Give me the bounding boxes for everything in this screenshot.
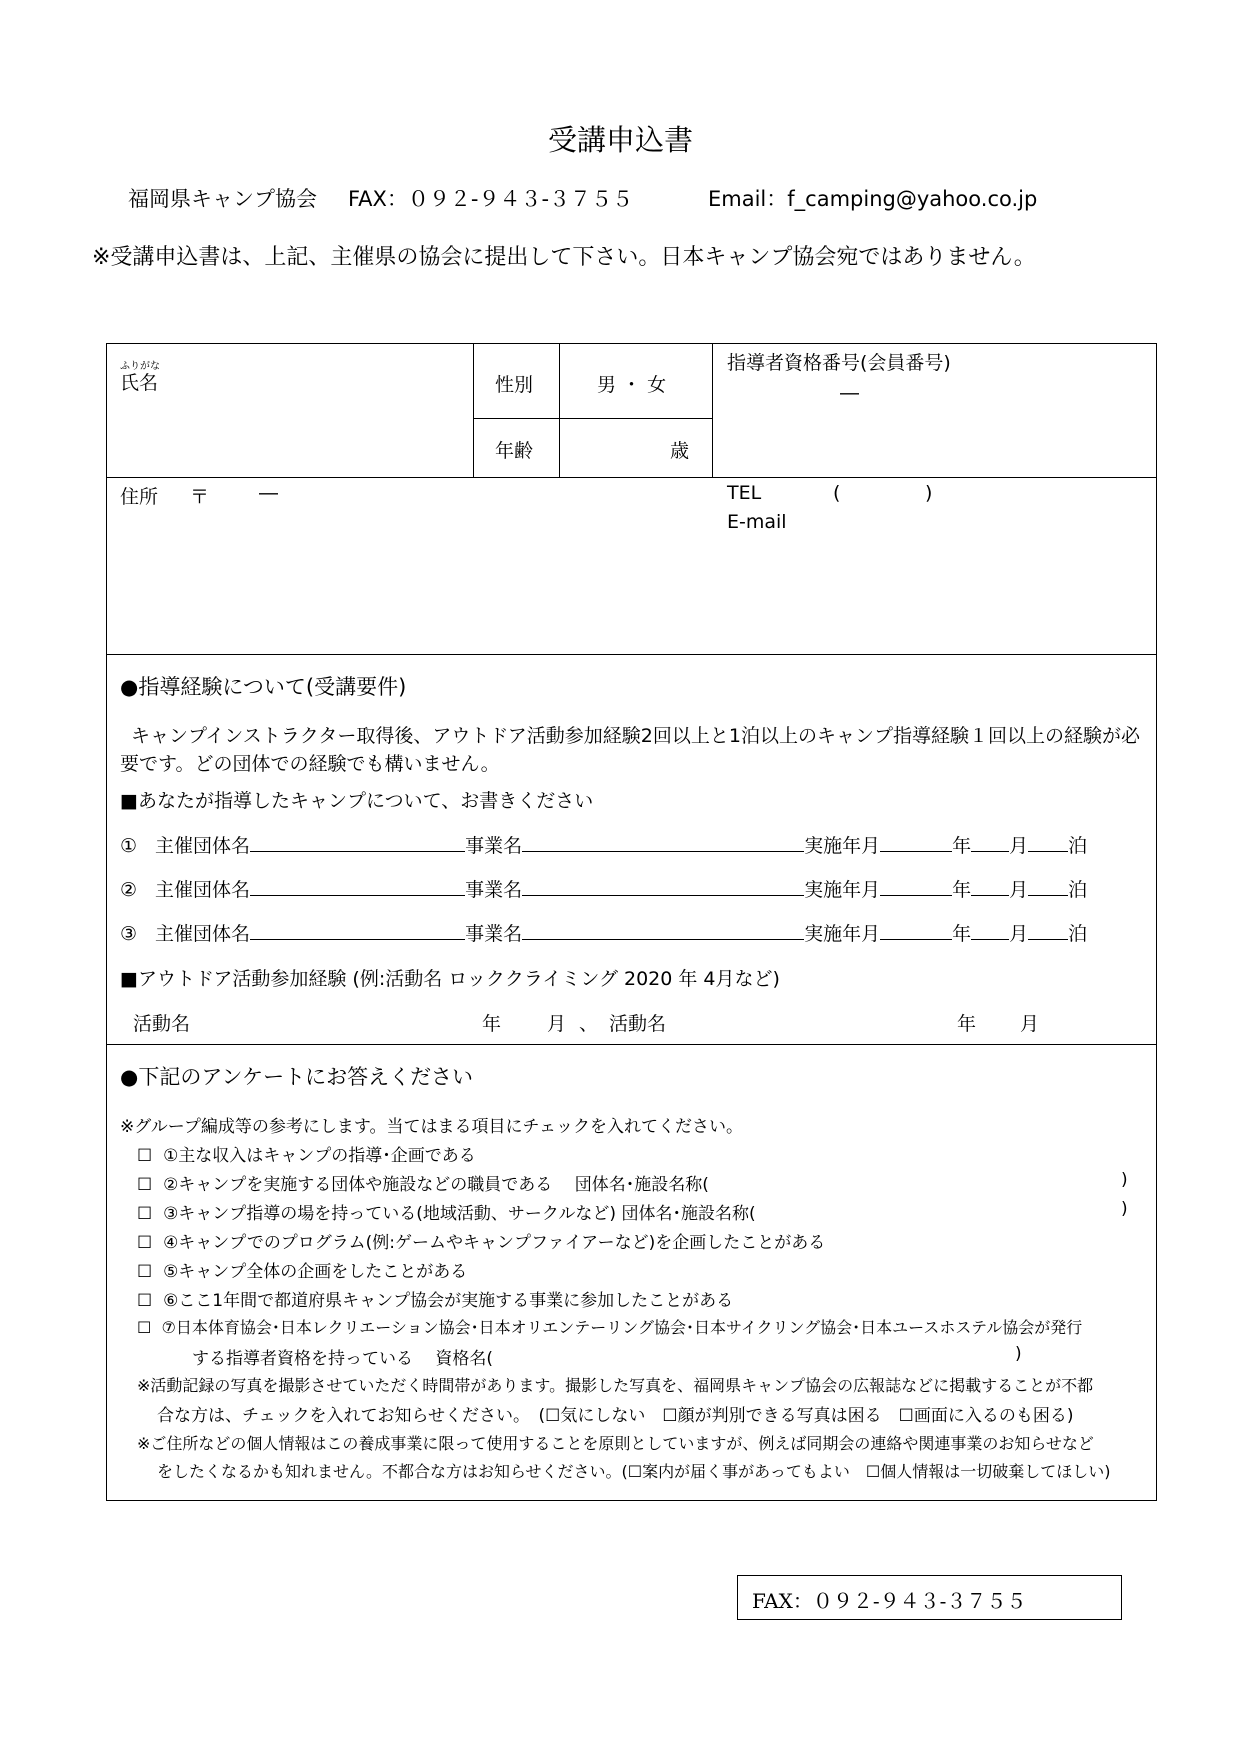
submission-notice: ※受講申込書は、上記、主催県の協会に提出して下さい。日本キャンプ協会宛ではありません。 bbox=[92, 245, 1036, 270]
divider bbox=[473, 418, 712, 419]
license-dash: ― bbox=[840, 382, 859, 404]
survey-item bbox=[137, 1228, 825, 1253]
survey-item-label: ②キャンプを実施する団体や施設などの職員である 団体名･施設名称( bbox=[163, 1175, 709, 1195]
activity-month-label: 月 bbox=[547, 1013, 567, 1035]
survey-item bbox=[137, 1170, 709, 1195]
checkbox[interactable]: ☐ bbox=[137, 1233, 153, 1253]
checkbox[interactable]: ☐ bbox=[137, 1146, 153, 1166]
checkbox[interactable]: ☐ bbox=[137, 1262, 153, 1282]
survey-item bbox=[137, 1257, 467, 1282]
privacy-note: をしたくなるかも知れません。不都合な方はお知らせください。(☐案内が届く事があってもよい ☐個人情報は一切破棄してほしい) bbox=[157, 1462, 1111, 1481]
survey-item-close: ) bbox=[1015, 1344, 1022, 1364]
activity-separator: 、 bbox=[579, 1013, 599, 1035]
survey-heading: ●下記のアンケートにお答えください bbox=[120, 1065, 474, 1089]
year-field[interactable] bbox=[880, 921, 952, 940]
divider bbox=[473, 344, 474, 477]
nights-unit: 泊 bbox=[1068, 923, 1088, 945]
survey-item-close: ) bbox=[1121, 1199, 1128, 1219]
nights-field[interactable] bbox=[1028, 877, 1068, 896]
activity-year-label-2: 年 bbox=[957, 1013, 977, 1035]
year-unit: 年 bbox=[952, 923, 972, 945]
nights-unit: 泊 bbox=[1068, 879, 1088, 901]
survey-item bbox=[137, 1286, 733, 1311]
activity-label: 活動名 bbox=[133, 1013, 191, 1035]
furigana-label: ふりがな bbox=[120, 361, 160, 372]
page-title: 受講申込書 bbox=[547, 123, 693, 157]
outdoor-heading: ■アウトドア活動参加経験 (例:活動名 ロッククライミング 2020 年 4月など) bbox=[120, 968, 780, 990]
checkbox[interactable]: ☐ bbox=[137, 1291, 153, 1311]
photo-note: 合な方は、チェックを入れてお知らせください。 (☐気にしない ☐顔が判別できる写真は困る ☐画面に入るのも困る) bbox=[157, 1406, 1074, 1426]
tel-label: TEL bbox=[727, 482, 762, 504]
date-label: 実施年月 bbox=[804, 879, 881, 901]
project-label: 事業名 bbox=[465, 923, 523, 945]
email-label: E-mail bbox=[727, 511, 787, 533]
camp-row bbox=[120, 919, 1087, 946]
project-field[interactable] bbox=[522, 921, 804, 940]
divider bbox=[107, 654, 1156, 655]
association-name: 福岡県キャンプ協会 bbox=[128, 187, 317, 211]
month-field[interactable] bbox=[971, 877, 1009, 896]
camp-row bbox=[120, 875, 1087, 902]
gender-options[interactable]: 男 ・ 女 bbox=[597, 374, 667, 396]
photo-note: ※活動記録の写真を撮影させていただく時間帯があります。撮影した写真を、福岡県キャンプ協会の広報誌などに掲載することが不都 bbox=[137, 1376, 1094, 1395]
month-field[interactable] bbox=[971, 921, 1009, 940]
survey-item-label: ⑤キャンプ全体の企画をしたことがある bbox=[163, 1262, 468, 1282]
age-label: 年齢 bbox=[495, 440, 534, 462]
survey-item-label: ⑦日本体育協会･日本レクリエーション協会･日本オリエンテーリング協会･日本サイクリング協会･日本ユースホステル協会が発行 bbox=[161, 1318, 1083, 1337]
organizer-label: 主催団体名 bbox=[155, 879, 251, 901]
survey-item-label: ①主な収入はキャンプの指導･企画である bbox=[163, 1146, 476, 1166]
survey-item-label: ④キャンプでのプログラム(例:ゲームやキャンプファイアーなど)を企画したことがある bbox=[163, 1233, 826, 1253]
license-number-label: 指導者資格番号(会員番号) bbox=[727, 352, 951, 374]
name-label: 氏名 bbox=[120, 372, 159, 394]
month-field[interactable] bbox=[971, 833, 1009, 852]
month-unit: 月 bbox=[1009, 923, 1029, 945]
experience-description: キャンプインストラクター取得後、アウトドア活動参加経験2回以上と1泊以上のキャンプ指導経験１回以上の経験が必 bbox=[131, 725, 1140, 747]
checkbox[interactable]: ☐ bbox=[137, 1318, 152, 1337]
organizer-field[interactable] bbox=[250, 833, 465, 852]
postal-mark: 〒 bbox=[190, 486, 210, 508]
address-label: 住所 bbox=[120, 486, 159, 508]
organizer-label: 主催団体名 bbox=[155, 835, 251, 857]
activity-month-label-2: 月 bbox=[1020, 1013, 1040, 1035]
organizer-field[interactable] bbox=[250, 921, 465, 940]
year-unit: 年 bbox=[952, 879, 972, 901]
footer-fax-box bbox=[737, 1575, 1122, 1620]
nights-unit: 泊 bbox=[1068, 835, 1088, 857]
year-field[interactable] bbox=[880, 833, 952, 852]
survey-item bbox=[137, 1141, 476, 1166]
email-address: Email：f_camping@yahoo.co.jp bbox=[708, 187, 1038, 211]
survey-item bbox=[137, 1199, 756, 1224]
row-number: ③ bbox=[120, 923, 138, 945]
row-number: ① bbox=[120, 835, 138, 857]
survey-intro: ※グループ編成等の参考にします。当てはまる項目にチェックを入れてください。 bbox=[120, 1117, 744, 1137]
row-number: ② bbox=[120, 879, 138, 901]
activity-year-label: 年 bbox=[482, 1013, 502, 1035]
tel-paren-close: ) bbox=[925, 482, 933, 504]
checkbox[interactable]: ☐ bbox=[137, 1175, 153, 1195]
survey-item bbox=[137, 1315, 1082, 1338]
survey-item-label: ③キャンプ指導の場を持っている(地域活動、サークルなど) 団体名･施設名称( bbox=[163, 1204, 756, 1224]
project-field[interactable] bbox=[522, 833, 804, 852]
application-form bbox=[106, 343, 1157, 1501]
experience-heading: ●指導経験について(受講要件) bbox=[120, 675, 407, 699]
footer-fax-number: FAX：０９２-９４３-３７５５ bbox=[752, 1589, 1027, 1613]
postal-dash: ― bbox=[259, 482, 278, 504]
date-label: 実施年月 bbox=[804, 923, 881, 945]
experience-description: 要です。どの団体での経験でも構いません。 bbox=[120, 753, 500, 775]
month-unit: 月 bbox=[1009, 879, 1029, 901]
camp-row bbox=[120, 831, 1087, 858]
project-label: 事業名 bbox=[465, 835, 523, 857]
organizer-field[interactable] bbox=[250, 877, 465, 896]
tel-paren-open: ( bbox=[833, 482, 841, 504]
divider bbox=[559, 344, 560, 477]
organizer-label: 主催団体名 bbox=[155, 923, 251, 945]
divider bbox=[107, 1044, 1156, 1045]
fax-number: FAX：０９２-９４３-３７５５ bbox=[348, 187, 634, 211]
divider bbox=[107, 477, 1156, 478]
gender-label: 性別 bbox=[495, 374, 534, 396]
project-label: 事業名 bbox=[465, 879, 523, 901]
year-unit: 年 bbox=[952, 835, 972, 857]
activity-label-2: 活動名 bbox=[609, 1013, 667, 1035]
camp-heading: ■あなたが指導したキャンプについて、お書きください bbox=[120, 790, 594, 812]
survey-item-label: ⑥ここ1年間で都道府県キャンプ協会が実施する事業に参加したことがある bbox=[163, 1291, 734, 1311]
divider bbox=[712, 344, 713, 477]
nights-field[interactable] bbox=[1028, 921, 1068, 940]
survey-item-continuation: する指導者資格を持っている 資格名( bbox=[192, 1349, 494, 1369]
privacy-note: ※ご住所などの個人情報はこの養成事業に限って使用することを原則としていますが、例えば同期会の連絡や関連事業のお知らせなど bbox=[137, 1434, 1094, 1453]
age-unit: 歳 bbox=[670, 440, 690, 462]
year-field[interactable] bbox=[880, 877, 952, 896]
month-unit: 月 bbox=[1009, 835, 1029, 857]
checkbox[interactable]: ☐ bbox=[137, 1204, 153, 1224]
project-field[interactable] bbox=[522, 877, 804, 896]
nights-field[interactable] bbox=[1028, 833, 1068, 852]
date-label: 実施年月 bbox=[804, 835, 881, 857]
survey-item-close: ) bbox=[1121, 1170, 1128, 1190]
